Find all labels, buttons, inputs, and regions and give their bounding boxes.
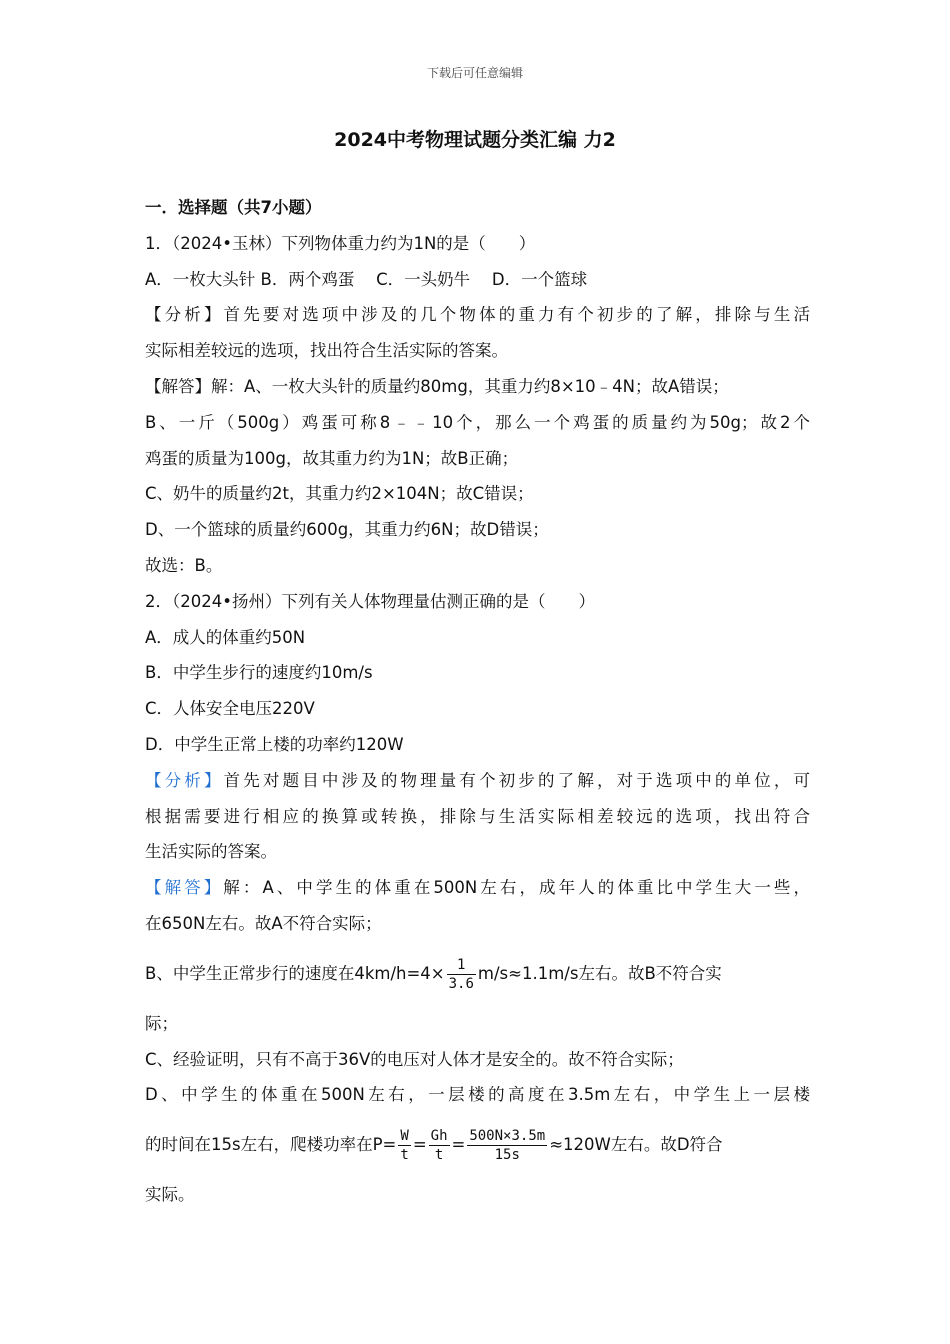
q1-choice: 故选：B。 [145,555,223,575]
document-title: 2024中考物理试题分类汇编 力2 [334,129,616,151]
q2-answer-d-line-2 [145,1113,810,1177]
q2-answer-d-pre: 的时间在15s左右，爬楼功率在P= [145,1135,397,1155]
q1-answer-line-1 [145,369,810,405]
section-heading: 一．选择题（共7小题） [145,198,322,217]
q2-option-c: C．人体安全电压220V [145,699,315,719]
q2-analysis-tag: 【分析】 [145,770,224,790]
power-fraction-gh-over-t [429,1127,450,1164]
speed-fraction-denominator: 3.6 [448,975,474,992]
fraction-1-numerator: W [400,1128,409,1145]
q2-answer-b-line [145,942,810,1006]
q2-analysis-text-1: 首先对题目中涉及的物理量有个初步的了解，对于选项中的单位，可 [223,770,811,790]
q1-stem: 1．（2024•玉林）下列物体重力约为1N的是（ ） [145,233,536,253]
q1-analysis-tag: 【分析】 [145,305,224,325]
q2-answer-d-line-1: D、中学生的体重在500N左右，一层楼的高度在3.5m左右，中学生上一层楼 [145,1085,810,1105]
q1-analysis-line-2: 实际相差较远的选项，找出符合生活实际的答案。 [145,341,508,361]
fraction-1-denominator: t [400,1147,409,1164]
q2-stem: 2．（2024•扬州）下列有关人体物理量估测正确的是（ ） [145,591,595,611]
q1-answer-line-4: C、奶牛的质量约2t，其重力约2×104N；故C错误； [145,484,534,504]
q2-answer-d-end: 实际。 [145,1185,195,1205]
q1-answer-line-3: 鸡蛋的质量为100g，故其重力约为1N；故B正确； [145,448,519,468]
equals-sign-1: = [412,1135,427,1155]
fraction-2-denominator: t [434,1147,444,1164]
page-header: 下载后可任意编辑 [426,66,523,80]
q2-option-d: D．中学生正常上楼的功率约120W [145,734,404,754]
q2-answer-b-pre: B、中学生正常步行的速度在4km/h=4× [145,963,445,983]
fraction-3-denominator: 15s [494,1147,520,1164]
q1-answer-text-1: 解：A、一枚大头针的质量约80mg，其重力约8×10﹣4N；故A错误； [211,376,729,396]
q2-answer-line-1 [145,870,810,906]
q2-answer-b-post: m/s≈1.1m/s左右。故B不符合实 [477,963,722,983]
q2-answer-line-2: 在650N左右。故A不符合实际； [145,913,382,933]
q1-analysis-line-1 [145,297,810,333]
q2-answer-c: C、经验证明，只有不高于36V的电压对人体才是安全的。故不符合实际； [145,1049,684,1069]
q1-answer-line-2: B、一斤（500g）鸡蛋可称8﹣﹣10个，那么一个鸡蛋的质量约为50g；故2个 [145,412,810,432]
q1-options: A．一枚大头针 B．两个鸡蛋 C．一头奶牛 D．一个篮球 [145,269,588,289]
q2-analysis-line-2: 根据需要进行相应的换算或转换，排除与生活实际相差较远的选项，找出符合 [145,806,810,826]
q2-analysis-line-1 [145,763,810,799]
fraction-2-numerator: Gh [430,1128,448,1145]
q2-option-b: B．中学生步行的速度约10m/s [145,663,373,683]
q2-answer-tag: 【解答】 [145,878,224,898]
q2-answer-text-1: 解：A、中学生的体重在500N左右，成年人的体重比中学生大一些， [223,878,810,898]
q1-answer-line-5: D、一个篮球的质量约600g，其重力约6N；故D错误； [145,520,549,540]
power-fraction-w-over-t [398,1127,410,1164]
equals-sign-2: = [451,1135,466,1155]
q2-analysis-line-3: 生活实际的答案。 [145,842,277,862]
power-fraction-values [467,1127,547,1164]
q1-answer-tag: 【解答】 [145,376,211,396]
q2-answer-b-end: 际； [145,1013,178,1033]
q2-answer-d-post: ≈120W左右。故D符合 [549,1135,723,1155]
q1-analysis-text-1: 首先要对选项中涉及的几个物体的重力有个初步的了解，排除与生活 [223,305,811,325]
speed-fraction-numerator: 1 [447,956,476,975]
speed-fraction [447,956,476,993]
document-body [145,190,810,1213]
fraction-3-numerator: 500N×3.5m [469,1128,546,1145]
q2-option-a: A．成人的体重约50N [145,627,306,647]
